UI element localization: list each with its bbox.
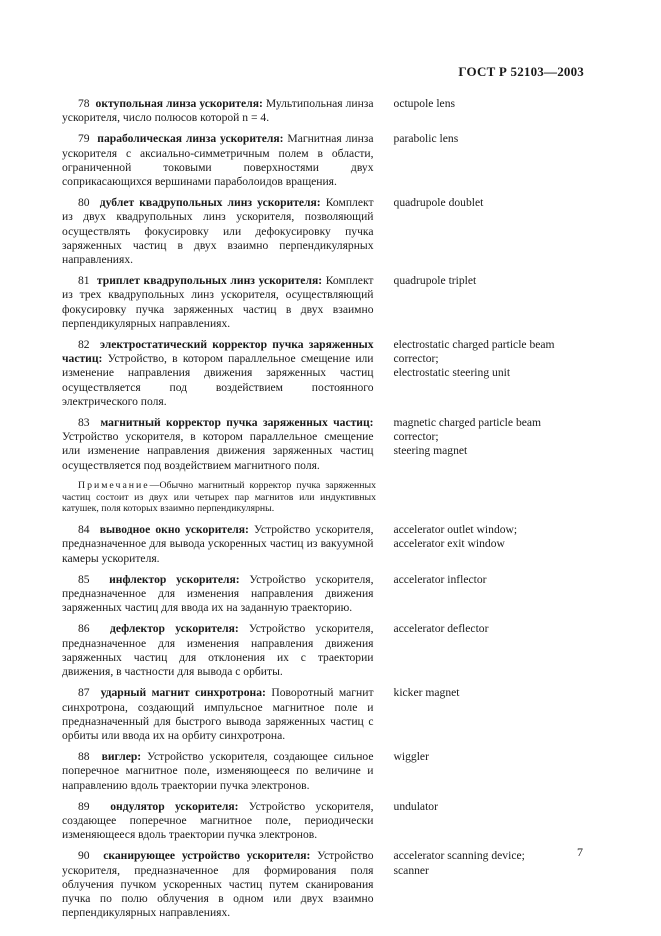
term-number: 90 <box>78 849 90 863</box>
term-entry-79 <box>62 132 582 189</box>
term-number: 88 <box>78 750 90 764</box>
term-entry-84 <box>62 523 582 566</box>
term-english: kicker magnet <box>393 686 460 700</box>
term-definition: Устройство ускорителя, создающее сильное поперечное магнитное поле, изменяющееся по величине и направлению вдоль траектории пучка электронов. <box>62 750 374 792</box>
term-text <box>62 800 374 843</box>
term-number: 78 <box>78 97 90 110</box>
term-english: accelerator deflector <box>393 622 489 636</box>
term-number: 89 <box>78 799 90 813</box>
term-number: 85 <box>78 572 90 586</box>
term-entry-85 <box>62 573 582 616</box>
term-english: accelerator outlet window; accelerator exit window <box>393 523 518 551</box>
terms-list <box>62 97 582 927</box>
term-entry-87 <box>62 686 582 743</box>
term-number: 87 <box>78 686 90 700</box>
term-text <box>62 338 374 409</box>
term-entry-83 <box>62 416 582 473</box>
term-name: октупольная линза ускорителя: <box>95 97 263 110</box>
term-definition: Устройство, в котором параллельное смещение или изменение направления движения заряженных частиц осуществляется под воздействием постоянного электрического поля. <box>62 352 374 408</box>
term-text <box>62 132 374 189</box>
note-text <box>62 480 376 515</box>
term-entry-80 <box>62 196 582 267</box>
term-name: магнитный корректор пучка заряженных частиц: <box>100 416 374 430</box>
term-text <box>62 686 374 743</box>
term-text <box>62 573 374 616</box>
term-text <box>62 849 374 920</box>
term-name: выводное окно ускорителя: <box>99 523 249 537</box>
term-name: триплет квадрупольных линз ускорителя: <box>96 274 323 288</box>
term-english: octupole lens <box>393 97 456 110</box>
term-name: виглер: <box>101 750 142 764</box>
term-number: 84 <box>78 523 90 537</box>
term-text <box>62 416 374 473</box>
term-entry-82 <box>62 338 582 409</box>
term-english: quadrupole triplet <box>393 274 477 288</box>
term-english: magnetic charged particle beam corrector; steering magnet <box>393 416 542 458</box>
term-number: 82 <box>78 338 90 352</box>
term-english: undulator <box>393 799 438 813</box>
page-number: 7 <box>577 845 583 859</box>
term-definition: Комплект из двух квадрупольных линз ускорителя, позволяющий осуществлять фокусировку или дефокусировку пучка заряженных частиц в двух взаимно перпендикулярных направлениях. <box>62 196 374 267</box>
term-definition: Комплект из трех квадрупольных линз ускорителя, осуществляющий фокусировку пучка заряженных частиц в двух взаимно перпендикулярных направлениях. <box>62 274 374 330</box>
term-definition: Мультипольная линза ускорителя, число полюсов которой n = 4. <box>62 97 374 125</box>
term-number: 80 <box>78 196 90 210</box>
term-definition: Устройство ускорителя, предназначенное для изменения направления движения заряженных частиц для отклонения их с траектории движения, в частности для вывода с орбиты. <box>62 622 374 679</box>
note-body: —Обычно магнитный корректор пучка заряженных частиц состоит из двух или четырех пар магнитов или индуктивных катушек, поля которых взаимно перпендикулярны. <box>62 479 376 515</box>
term-entry-78 <box>62 97 582 125</box>
term-entry-86 <box>62 622 582 679</box>
term-name: параболическая линза ускорителя: <box>97 132 284 146</box>
term-text <box>62 750 374 793</box>
term-number: 81 <box>78 274 90 288</box>
term-definition: Поворотный магнит синхротрона, создающий импульсное магнитное поле и предназначенный для быстрого вывода заряженных частиц с орбиты или ввода их на орбиту синхротрона. <box>62 686 374 742</box>
term-english: electrostatic charged particle beam corrector; electrostatic steering unit <box>393 338 555 380</box>
term-entry-90 <box>62 849 582 920</box>
term-english: accelerator scanning device; scanner <box>393 849 525 877</box>
term-text <box>62 274 374 331</box>
term-text <box>62 196 374 267</box>
term-number: 86 <box>78 622 90 636</box>
term-entry-89 <box>62 800 582 843</box>
term-name: сканирующее устройство ускорителя: <box>103 849 311 863</box>
term-english: accelerator inflector <box>393 572 487 586</box>
term-name: ударный магнит синхротрона: <box>100 686 266 700</box>
term-definition: Устройство ускорителя, предназначенное для формирования поля облучения пучком ускоренных частиц путем сканирования пучка по полю облучения в одном или двух взаимно перпендикулярных направлениях. <box>62 849 374 920</box>
term-english: wiggler <box>393 750 429 764</box>
term-text <box>62 523 374 566</box>
term-text <box>62 97 374 125</box>
term-english: quadrupole doublet <box>393 196 484 210</box>
term-name: инфлектор ускорителя: <box>109 572 240 586</box>
term-definition: Устройство ускорителя, предназначенное для вывода ускоренных частиц из вакуумной камеры ускорителя. <box>62 523 374 565</box>
term-text <box>62 622 374 679</box>
term-name: дублет квадрупольных линз ускорителя: <box>99 196 321 210</box>
term-entry-88 <box>62 750 582 793</box>
term-entry-81 <box>62 274 582 331</box>
term-definition: Устройство ускорителя, в котором параллельное смещение или изменение направления движения заряженных частиц осуществляется под воздействием магнитного поля. <box>62 430 374 472</box>
term-english: parabolic lens <box>393 132 459 146</box>
term-number: 83 <box>78 416 90 430</box>
term-name: ондулятор ускорителя: <box>110 799 239 813</box>
note-label: Примечание <box>78 479 150 491</box>
standard-header: ГОСТ Р 52103—2003 <box>458 64 584 79</box>
term-definition: Магнитная линза ускорителя с аксиально-симметричным полем в области, ограниченной токовыми поверхностями двух соприкасающихся вершинами параболоидов вращения. <box>62 132 374 189</box>
term-number: 79 <box>78 132 90 146</box>
term-definition: Устройство ускорителя, предназначенное для изменения направления движения заряженных частиц для ввода их на заданную траекторию. <box>62 572 374 615</box>
term-definition: Устройство ускорителя, создающее поперечное магнитное поле, периодически изменяющееся вдоль траектории пучка электронов. <box>62 799 374 842</box>
term-name: электростатический корректор пучка заряженных частиц: <box>62 338 374 366</box>
term-name: дефлектор ускорителя: <box>110 622 239 636</box>
